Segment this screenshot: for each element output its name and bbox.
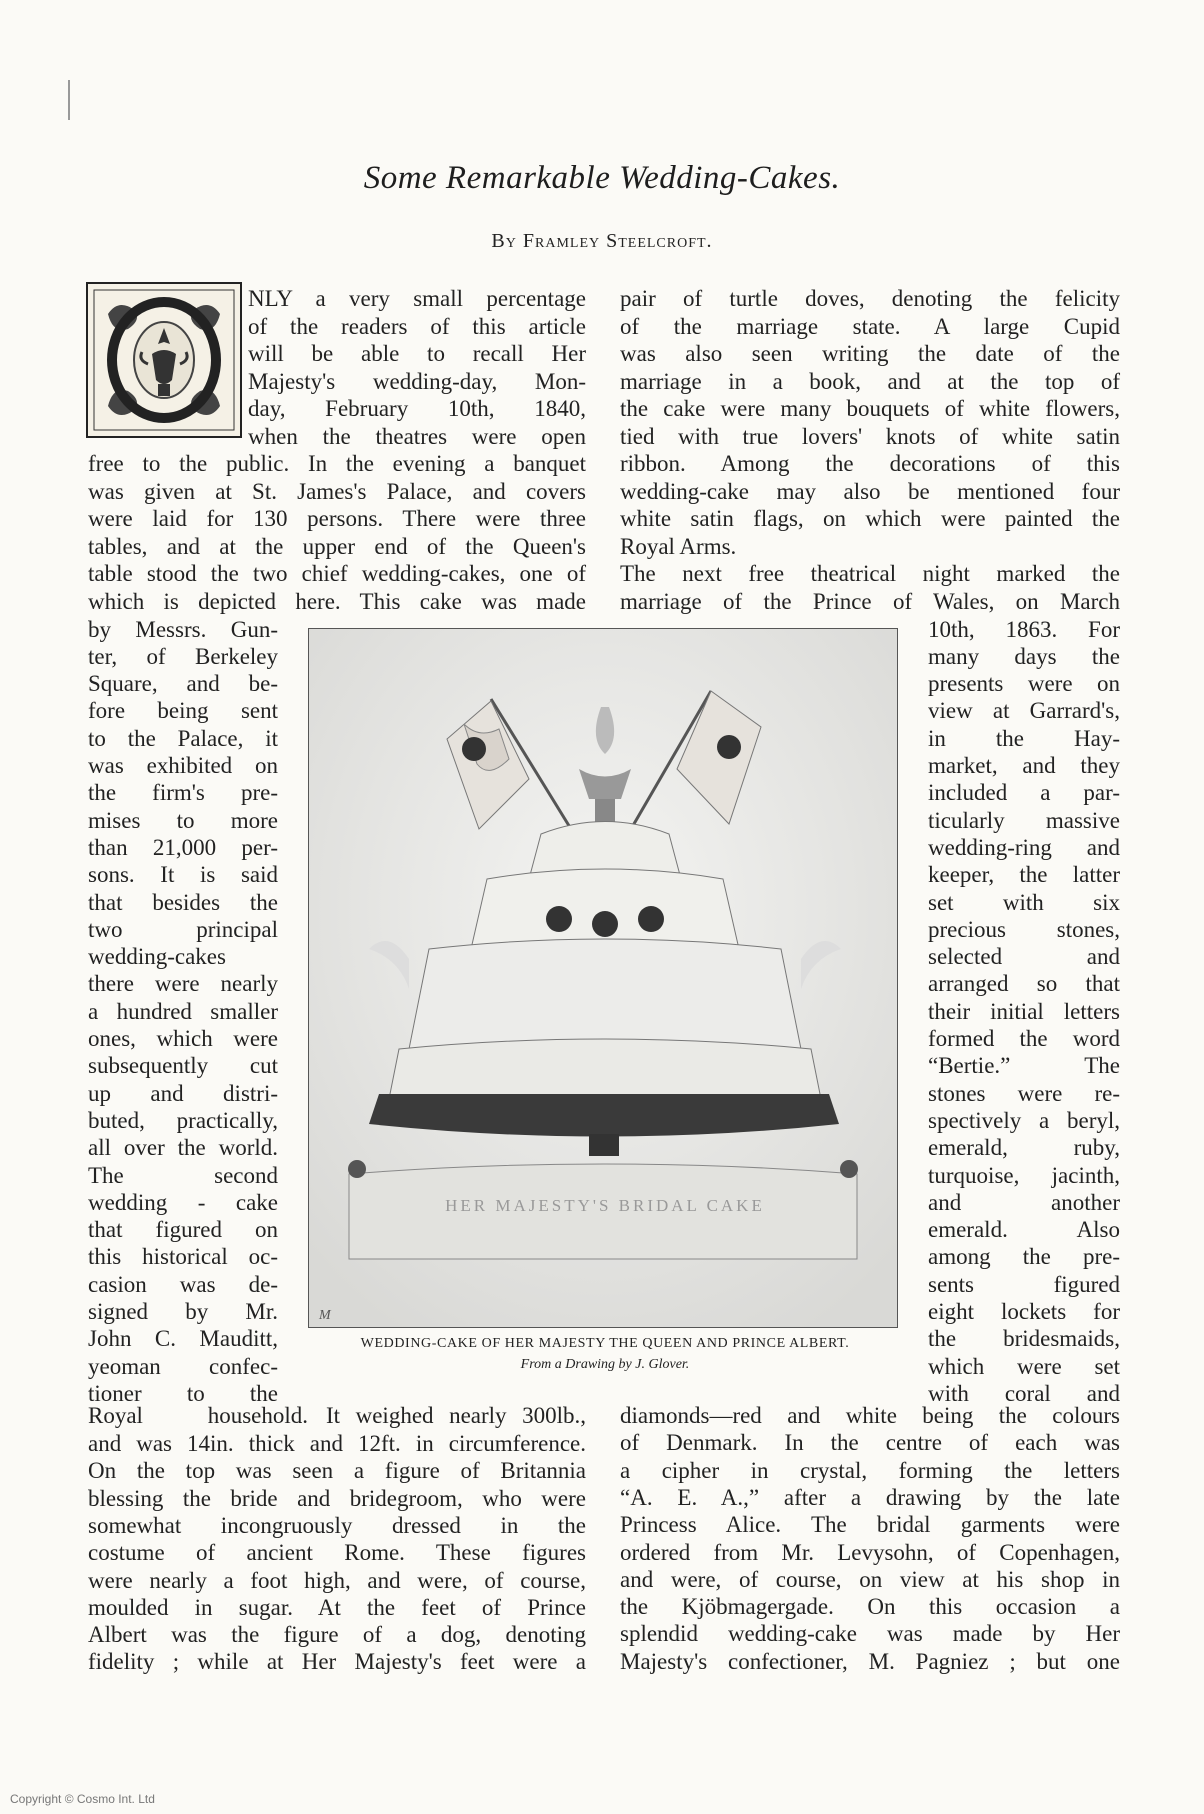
wedding-cake-illustration [308, 628, 898, 1328]
col2-narrow-line: precious stones, [928, 916, 1120, 942]
col2-bottom-line: a cipher in crystal, forming the letters [620, 1457, 1120, 1483]
col1-top-line: was given at St. James's Palace, and covers [88, 478, 586, 504]
col1-narrow-line: that besides the [88, 889, 278, 915]
col1-bottom-line: moulded in sugar. At the feet of Prince [88, 1594, 586, 1620]
col2-top-line: Royal Arms. [620, 533, 737, 559]
col2-narrow-line: the bridesmaids, [928, 1326, 1120, 1352]
col2-narrow-line: sents figured [928, 1271, 1120, 1297]
col2-narrow-line: in the Hay- [928, 725, 1120, 751]
col1-narrow-line: two principal [88, 916, 278, 942]
gutter-mark [68, 80, 70, 120]
col1-narrow-line: John C. Mauditt, [88, 1326, 278, 1352]
col2-narrow-line: many days the [928, 643, 1120, 669]
col1-top-line: which is depicted here. This cake was made [88, 588, 586, 614]
cake-banner-text: HER MAJESTY'S BRIDAL CAKE [445, 1196, 765, 1215]
col1-top-line: free to the public. In the evening a banquet [88, 451, 586, 476]
col2-narrow-line: market, and they [928, 753, 1120, 778]
col1-narrow-line: subsequently cut [88, 1053, 278, 1079]
col1-narrow-line: The second [88, 1162, 278, 1188]
col2-bottom-line: ordered from Mr. Levysohn, of Copenhagen, [620, 1539, 1120, 1565]
col1-narrow-line: than 21,000 per- [88, 834, 278, 860]
col1-narrow-line: signed by Mr. [88, 1299, 278, 1324]
col1-bottom-line: somewhat incongruously dressed in the [88, 1512, 586, 1538]
col1-bottom-line: fidelity ; while at Her Majesty's feet were a [88, 1649, 586, 1675]
col1-narrow-line: fore being sent [88, 698, 278, 724]
col2-top-line: marriage of the Prince of Wales, on March [620, 588, 1120, 614]
col2-narrow-line: set with six [928, 889, 1120, 915]
col1-narrow-line: there were nearly [88, 971, 278, 997]
col1-narrow-line: a hundred smaller [88, 998, 278, 1024]
column-1-line: It weighed nearly 300lb., [326, 1403, 586, 1428]
col1-bottom-line: and was 14in. thick and 12ft. in circumference. [88, 1431, 586, 1456]
copyright-footer: Copyright © Cosmo Int. Ltd [10, 1792, 155, 1806]
col2-top-line: white satin flags, on which were painted the [620, 506, 1120, 531]
col2-narrow-line: view at Garrard's, [928, 698, 1120, 724]
col1-narrow-line: Square, and be- [88, 671, 278, 697]
figure-caption: WEDDING-CAKE OF HER MAJESTY THE QUEEN AND PRINCE ALBERT. [360, 1336, 850, 1351]
col2-narrow-line: presents were on [928, 671, 1120, 697]
col1-top-line: were laid for 130 persons. There were three [88, 506, 586, 531]
column-1-line: Royal household. [88, 1403, 308, 1428]
col2-bottom-line: diamonds—red and white being the colours [620, 1403, 1120, 1428]
col1-narrow-line: wedding-cakes [88, 944, 226, 970]
cake-banner-icon [348, 1160, 858, 1259]
col2-narrow-line: and another [928, 1189, 1120, 1215]
article-title: Some Remarkable Wedding-Cakes. [363, 160, 841, 196]
col1-bottom-line: Albert was the figure of a dog, denoting [88, 1622, 586, 1648]
col2-top-line: tied with true lovers' knots of white satin [620, 423, 1120, 449]
col2-narrow-line: among the pre- [928, 1244, 1120, 1270]
col2-narrow-line: formed the word [928, 1026, 1120, 1051]
col2-top-line: marriage in a book, and at the top of [620, 368, 1120, 394]
col1-narrow-line: ones, which were [88, 1026, 278, 1051]
col2-narrow-line: “Bertie.” The [928, 1053, 1120, 1079]
col1-narrow-line: to the Palace, it [88, 725, 278, 751]
article-byline: By Framley Steelcroft. [491, 230, 713, 252]
col1-narrow-line: tioner to the [88, 1380, 278, 1406]
col2-narrow-line: wedding-ring and [928, 834, 1120, 860]
dropcap-letter: O [163, 372, 165, 373]
col2-narrow-line: keeper, the latter [928, 862, 1120, 888]
col2-narrow-line: included a par- [928, 780, 1120, 806]
col1-narrow-line: the firm's pre- [88, 780, 278, 806]
col1-top-line: will be able to recall Her [248, 341, 586, 366]
col1-top-line: Majesty's wedding-day, Mon- [248, 368, 586, 394]
col2-bottom-line: of Denmark. In the centre of each was [620, 1430, 1120, 1456]
col2-top-line: pair of turtle doves, denoting the felicity [620, 286, 1120, 311]
col2-bottom-line: Princess Alice. The bridal garments were [620, 1512, 1120, 1538]
col2-narrow-line: arranged so that [928, 971, 1120, 997]
col1-top-line: tables, and at the upper end of the Queen's [88, 533, 586, 559]
col2-narrow-line: emerald, ruby, [928, 1135, 1120, 1161]
col2-top-line: the cake were many bouquets of white flowers, [620, 396, 1120, 421]
col1-bottom-line: costume of ancient Rome. These figures [88, 1540, 586, 1566]
col1-top-line: NLY a very small percentage [248, 286, 586, 311]
col1-bottom-line: blessing the bride and bridegroom, who were [88, 1485, 586, 1511]
col1-top-line: of the readers of this article [248, 313, 586, 339]
col2-narrow-line: which were set [928, 1353, 1120, 1379]
col2-narrow-line: spectively a beryl, [928, 1107, 1120, 1133]
col1-bottom-line: On the top was seen a figure of Britannia [88, 1458, 586, 1484]
col2-narrow-line: with coral and [928, 1380, 1120, 1406]
col1-narrow-line: mises to more [88, 807, 278, 833]
figure-credit: From a Drawing by J. Glover. [520, 1357, 690, 1372]
col1-top-line: day, February 10th, 1840, [248, 396, 586, 421]
col2-top-line: ribbon. Among the decorations of this [620, 451, 1120, 476]
col2-top-line: was also seen writing the date of the [620, 341, 1120, 366]
col2-narrow-line: stones were re- [928, 1080, 1120, 1106]
col2-bottom-line: “A. E. A.,” after a drawing by the late [620, 1484, 1120, 1510]
artist-signature: M [319, 1308, 331, 1323]
col1-narrow-line: by Messrs. Gun- [88, 616, 278, 642]
col1-narrow-line: yeoman confec- [88, 1353, 278, 1379]
col1-narrow-line: wedding - cake [88, 1189, 278, 1215]
col1-top-line: table stood the two chief wedding-cakes, one of [88, 561, 586, 586]
col1-bottom-line: were nearly a foot high, and were, of course, [88, 1567, 586, 1593]
col2-narrow-line: their initial letters [928, 998, 1120, 1024]
col1-narrow-line: casion was de- [88, 1271, 278, 1297]
col2-narrow-line: eight lockets for [928, 1299, 1120, 1324]
col2-narrow-line: emerald. Also [928, 1217, 1120, 1243]
col2-top-line: of the marriage state. A large Cupid [620, 313, 1120, 339]
col1-top-line: when the theatres were open [248, 423, 586, 449]
col1-narrow-line: up and distri- [88, 1080, 278, 1106]
col1-narrow-line: ter, of Berkeley [88, 643, 278, 669]
col2-bottom-line: the Kjöbmagergade. On this occasion a [620, 1594, 1120, 1620]
dropcap-ornament-icon [88, 284, 240, 436]
ornamental-dropcap-o [86, 282, 242, 438]
col2-bottom-line: Majesty's confectioner, M. Pagniez ; but one [620, 1648, 1120, 1674]
col2-bottom-line: and were, of course, on view at his shop in [620, 1566, 1120, 1592]
col2-narrow-line: selected and [928, 944, 1120, 970]
col2-top-line: wedding-cake may also be mentioned four [620, 478, 1120, 504]
col1-narrow-line: all over the world. [88, 1135, 278, 1161]
col1-narrow-line: that figured on [88, 1217, 278, 1243]
col2-narrow-line: turquoise, jacinth, [928, 1162, 1120, 1188]
col1-narrow-line: this historical oc- [88, 1244, 278, 1270]
col2-top-line: The next free theatrical night marked the [620, 561, 1120, 586]
col1-narrow-line: buted, practically, [88, 1107, 278, 1133]
col2-narrow-line: 10th, 1863. For [928, 616, 1120, 642]
col1-narrow-line: was exhibited on [88, 753, 278, 778]
col2-narrow-line: ticularly massive [928, 807, 1120, 833]
col2-bottom-line: splendid wedding-cake was made by Her [620, 1621, 1120, 1647]
col1-narrow-line: sons. It is said [88, 862, 278, 888]
